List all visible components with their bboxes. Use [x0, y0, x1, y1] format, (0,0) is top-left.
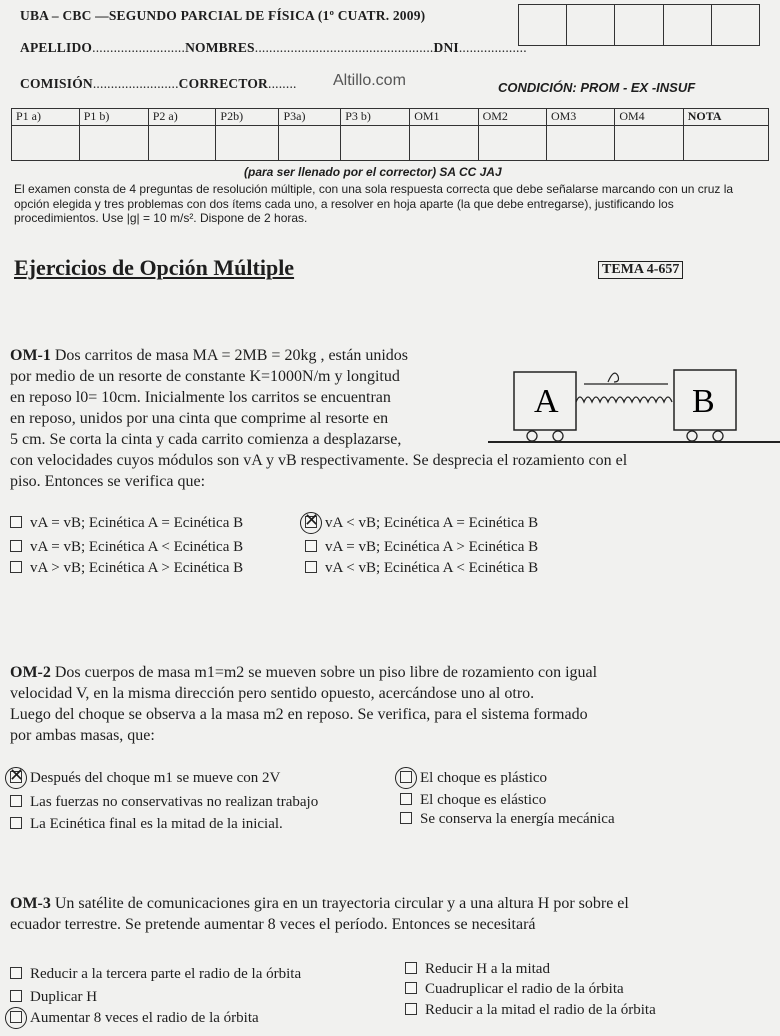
grade-col-header: NOTA [683, 109, 768, 126]
om1-option-6[interactable]: vA < vB; Ecinética A < Ecinética B [305, 560, 538, 577]
checkbox-circled[interactable] [400, 771, 412, 783]
om1-label: OM-1 [10, 347, 51, 364]
om3-option-5[interactable]: Aumentar 8 veces el radio de la órbita [10, 1010, 259, 1027]
grade-col-header: P3 b) [341, 109, 410, 126]
om1-line-3: en reposo, unidos por una cinta que comprime al resorte en [10, 410, 389, 427]
checkbox[interactable] [305, 561, 317, 573]
om1-option-1[interactable]: vA = vB; Ecinética A = Ecinética B [10, 515, 243, 532]
grade-col-header: P3a) [279, 109, 341, 126]
om1-option-3[interactable]: vA = vB; Ecinética A < Ecinética B [10, 539, 243, 556]
om3-option-4[interactable]: Cuadruplicar el radio de la órbita [405, 981, 624, 998]
om2-line-0: Dos cuerpos de masa m1=m2 se mueven sobre un piso libre de rozamiento con igual [54, 664, 598, 681]
grade-col-header: OM3 [546, 109, 614, 126]
om3-label: OM-3 [10, 895, 51, 912]
om2-line-2: Luego del choque se observa a la masa m2 en reposo. Se verifica, para el sistema formado [10, 706, 588, 723]
grade-cell[interactable] [12, 126, 80, 161]
apellido-label: APELLIDO [20, 40, 93, 55]
cart-a-label: A [534, 383, 559, 420]
om3-line-0: Un satélite de comunicaciones gira en un trayectoria circular y a una altura H por sobre el [54, 895, 629, 912]
section-title: Ejercicios de Opción Múltiple [14, 255, 295, 280]
om3-question [10, 893, 750, 935]
comision-label: COMISIÓN [20, 76, 93, 91]
om2-option-3[interactable]: Las fuerzas no conservativas no realizan trabajo [10, 794, 318, 811]
student-info-row [20, 40, 527, 56]
dni-field[interactable]: ................... [458, 40, 527, 55]
checkbox[interactable] [10, 540, 22, 552]
corrector-label: CORRECTOR [178, 76, 268, 91]
nombres-label: NOMBRES [185, 40, 255, 55]
exam-header-title: UBA – CBC —SEGUNDO PARCIAL DE FÍSICA (1º CUATR. 2009) [20, 8, 426, 23]
exam-instructions: El examen consta de 4 preguntas de resolución múltiple, con una sola respuesta correcta que debe señalarse marcando con un cruz la opción elegida y tres problemas con dos ítems cada uno, a resolver en hoja aparte (la que debe entregarse), justificando los procedimientos. Use |g| = 10 m/s². Dispone de 2 horas. [14, 182, 734, 225]
om3-line-1: ecuador terrestre. Se pretende aumentar 8 veces el período. Entonces se necesitará [10, 916, 536, 933]
checkbox[interactable] [405, 982, 417, 994]
commission-row [20, 76, 297, 92]
grade-cell[interactable] [683, 126, 768, 161]
corrector-note: (para ser llenado por el corrector) SA CC JAJ [244, 165, 502, 179]
grade-col-header: P2b) [216, 109, 279, 126]
checkbox[interactable] [405, 1003, 417, 1015]
grade-cell[interactable] [148, 126, 216, 161]
comision-field[interactable]: ........................ [92, 76, 179, 91]
om2-question [10, 662, 750, 746]
grade-table [11, 108, 769, 161]
nombres-field[interactable]: .................................................. [254, 40, 434, 55]
checkbox[interactable] [10, 967, 22, 979]
watermark-text: Altillo.com [333, 72, 406, 89]
om2-option-6[interactable]: Se conserva la energía mecánica [400, 811, 615, 828]
om3-option-2[interactable]: Reducir H a la mitad [405, 961, 550, 978]
om1-option-2[interactable]: ✕ vA < vB; Ecinética A = Ecinética B [305, 515, 538, 532]
checkbox[interactable] [400, 793, 412, 805]
grade-cell[interactable] [216, 126, 279, 161]
om1-option-4[interactable]: vA = vB; Ecinética A > Ecinética B [305, 539, 538, 556]
grade-cell[interactable] [279, 126, 341, 161]
om1-line-0: Dos carritos de masa MA = 2MB = 20kg , están unidos [54, 347, 408, 364]
tema-badge: TEMA 4-657 [598, 261, 683, 279]
grade-cell[interactable] [615, 126, 683, 161]
om1-line-4: 5 cm. Se corta la cinta y cada carrito comienza a desplazarse, [10, 431, 402, 448]
grade-cell[interactable] [478, 126, 546, 161]
om2-option-5[interactable]: La Ecinética final es la mitad de la inicial. [10, 816, 283, 833]
checkbox[interactable] [10, 817, 22, 829]
checkbox[interactable] [405, 962, 417, 974]
cart-b-label: B [692, 383, 715, 420]
dni-label: DNI [433, 40, 459, 55]
om2-line-1: velocidad V, en la misma dirección pero sentido opuesto, acercándose uno al otro. [10, 685, 535, 702]
checkbox[interactable] [10, 795, 22, 807]
om1-line-5: con velocidades cuyos módulos son vA y vB respectivamente. Se desprecia el rozamiento con el [10, 452, 628, 469]
grade-col-header: OM4 [615, 109, 683, 126]
om1-line-1: por medio de un resorte de constante K=1000N/m y longitud [10, 368, 400, 385]
grade-col-header: OM1 [410, 109, 478, 126]
checkbox-circled[interactable] [10, 1011, 22, 1023]
om3-option-6[interactable]: Reducir a la mitad el radio de la órbita [405, 1002, 656, 1019]
grade-col-header: P1 a) [12, 109, 80, 126]
checkbox[interactable] [400, 812, 412, 824]
grade-cell[interactable] [410, 126, 478, 161]
checkbox[interactable] [10, 516, 22, 528]
om2-option-1[interactable]: ✕Después del choque m1 se mueve con 2V [10, 770, 280, 787]
om1-line-2: en reposo l0= 10cm. Inicialmente los carritos se encuentran [10, 389, 391, 406]
om2-label: OM-2 [10, 664, 51, 681]
om3-option-1[interactable]: Reducir a la tercera parte el radio de la órbita [10, 966, 301, 983]
om2-line-3: por ambas masas, que: [10, 727, 155, 744]
grade-col-header: P2 a) [148, 109, 216, 126]
carts-diagram [488, 362, 780, 446]
grade-cell[interactable] [546, 126, 614, 161]
condicion-label: CONDICIÓN: PROM - EX -INSUF [498, 80, 696, 95]
checkbox[interactable] [305, 540, 317, 552]
grade-cell[interactable] [341, 126, 410, 161]
om1-option-5[interactable]: vA > vB; Ecinética A > Ecinética B [10, 560, 243, 577]
om3-option-3[interactable]: Duplicar H [10, 989, 97, 1006]
om2-option-4[interactable]: El choque es elástico [400, 792, 546, 809]
checkbox[interactable] [10, 561, 22, 573]
checkbox-marked[interactable] [10, 771, 22, 783]
apellido-field[interactable]: .......................... [92, 40, 186, 55]
checkbox[interactable] [10, 990, 22, 1002]
om1-line-6: piso. Entonces se verifica que: [10, 473, 206, 490]
grade-cell[interactable] [79, 126, 148, 161]
student-id-boxes[interactable] [518, 4, 760, 46]
corrector-field[interactable]: ........ [268, 76, 297, 91]
grade-col-header: P1 b) [79, 109, 148, 126]
grade-col-header: OM2 [478, 109, 546, 126]
checkbox-marked[interactable] [305, 516, 317, 528]
om2-option-2[interactable]: El choque es plástico [400, 770, 547, 787]
